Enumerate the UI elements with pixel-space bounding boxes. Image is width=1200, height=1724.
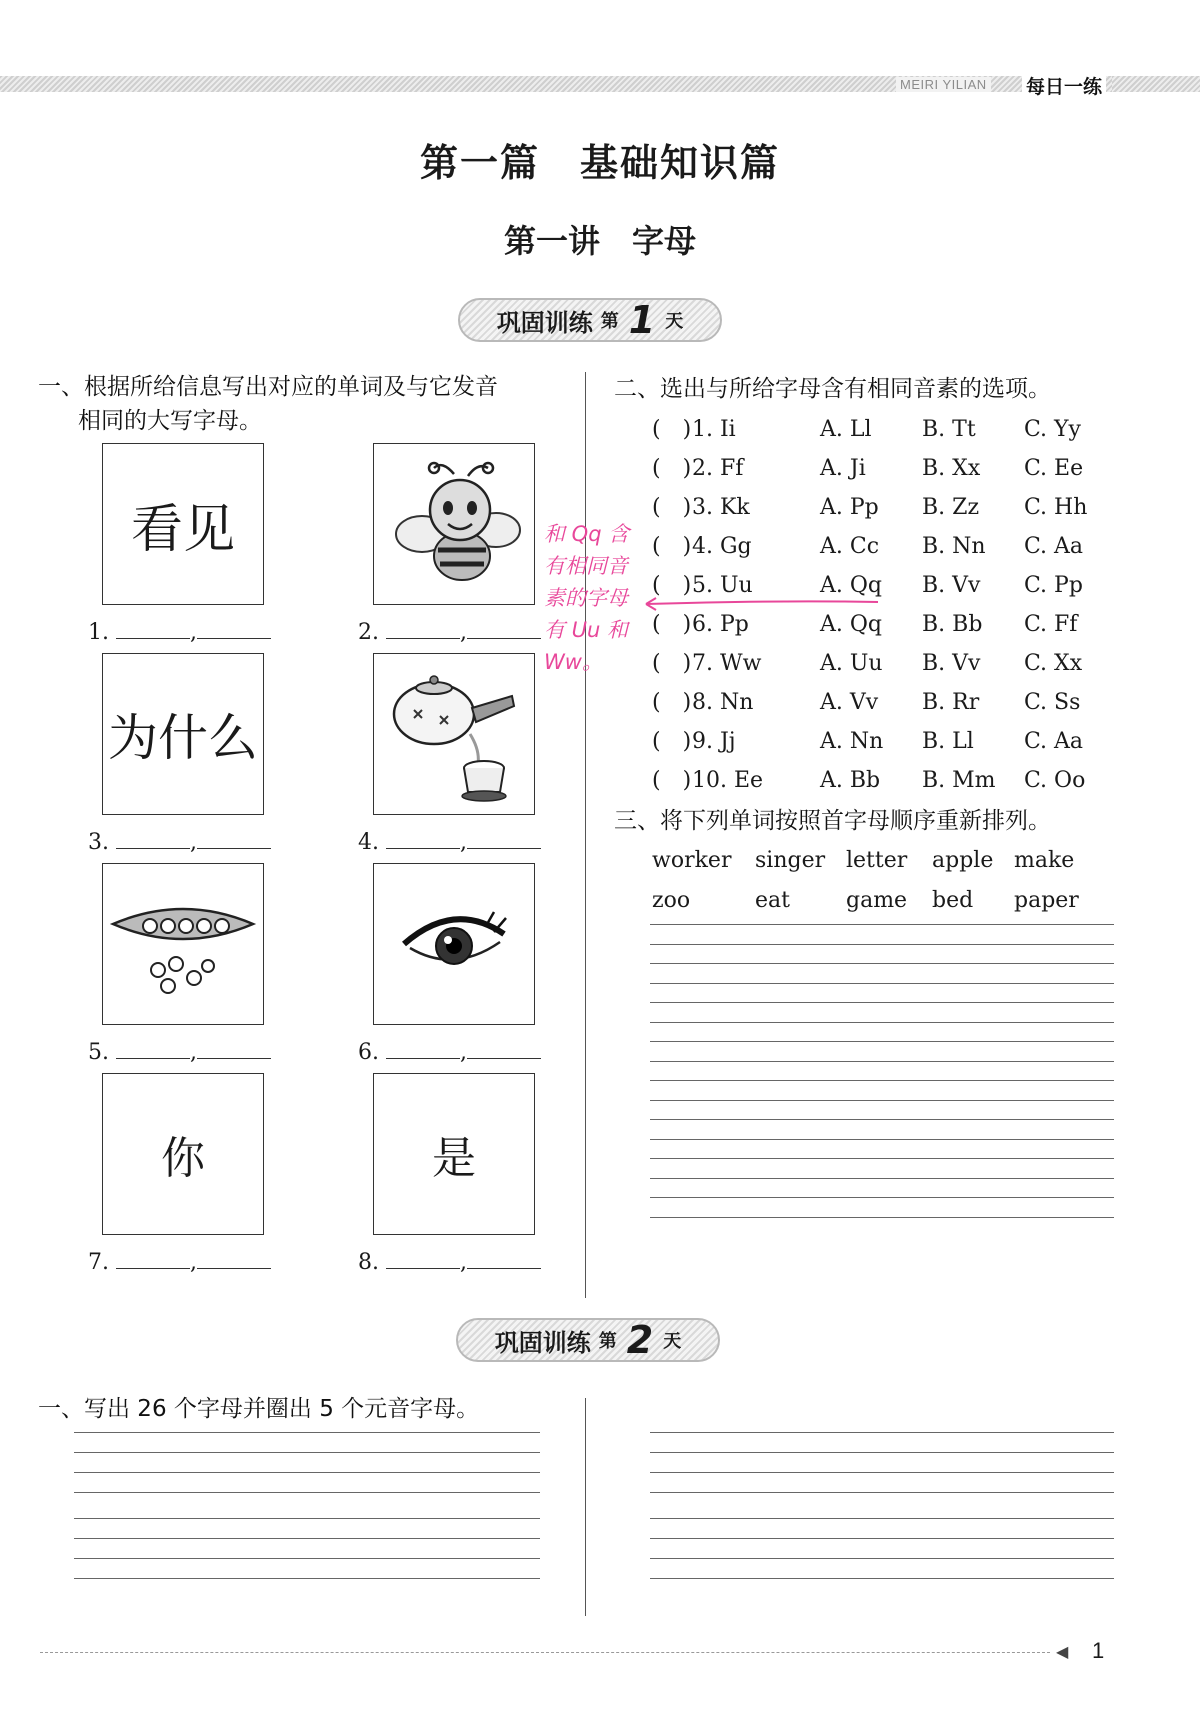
option-b: B. Vv bbox=[922, 573, 981, 598]
word-blank-3[interactable] bbox=[116, 830, 190, 849]
option-c: C. Xx bbox=[1024, 651, 1083, 676]
comma: , bbox=[190, 1040, 197, 1065]
item-number-7: 7. bbox=[88, 1250, 109, 1275]
writing-line[interactable] bbox=[650, 1061, 1114, 1062]
option-b: B. Rr bbox=[922, 690, 980, 715]
writing-line[interactable] bbox=[650, 1558, 1114, 1559]
answer-line-2 bbox=[358, 620, 541, 645]
comma: , bbox=[460, 830, 467, 855]
answer-paren[interactable]: ( ) bbox=[652, 768, 692, 793]
question-letter: 10. Ee bbox=[692, 768, 764, 793]
writing-line[interactable] bbox=[650, 1578, 1114, 1579]
column-divider-bottom bbox=[585, 1398, 586, 1616]
question-letter: 3. Kk bbox=[692, 495, 750, 520]
badge-prefix: 第 bbox=[600, 311, 619, 332]
letter-blank-1[interactable] bbox=[197, 620, 271, 639]
picture-box-3 bbox=[102, 653, 264, 815]
item-number-3: 3. bbox=[88, 830, 109, 855]
writing-line[interactable] bbox=[650, 1452, 1114, 1453]
answer-line-7 bbox=[88, 1250, 271, 1275]
option-a: A. Qq bbox=[820, 612, 882, 637]
answer-line-1 bbox=[88, 620, 271, 645]
word-blank-4[interactable] bbox=[386, 830, 460, 849]
writing-line[interactable] bbox=[650, 1518, 1114, 1519]
question-letter: 2. Ff bbox=[692, 456, 744, 481]
note-line-5: Ww。 bbox=[544, 650, 603, 674]
badge-label: 巩固训练 bbox=[496, 308, 593, 337]
writing-line[interactable] bbox=[650, 1002, 1114, 1003]
question-letter: 5. Uu bbox=[692, 573, 753, 598]
footer-rule bbox=[40, 1652, 1050, 1653]
page-arrow-icon: ◀ bbox=[1056, 1642, 1069, 1661]
option-c: C. Oo bbox=[1024, 768, 1086, 793]
comma: , bbox=[460, 1250, 467, 1275]
comma: , bbox=[460, 1040, 467, 1065]
word: worker bbox=[652, 848, 732, 873]
option-a: A. Pp bbox=[820, 495, 879, 520]
comma: , bbox=[190, 1250, 197, 1275]
teapot-icon bbox=[384, 664, 524, 804]
word-blank-6[interactable] bbox=[386, 1040, 460, 1059]
header-band-right bbox=[1112, 76, 1200, 92]
option-b: B. Zz bbox=[922, 495, 980, 520]
option-b: B. Tt bbox=[922, 417, 976, 442]
section4-title: 一、写出 26 个字母并圈出 5 个元音字母。 bbox=[38, 1396, 480, 1422]
answer-paren[interactable]: ( ) bbox=[652, 729, 692, 754]
letter-blank-4[interactable] bbox=[467, 830, 541, 849]
item-number-2: 2. bbox=[358, 620, 379, 645]
note-line-4: 有 Uu 和 bbox=[544, 618, 629, 642]
letter-blank-7[interactable] bbox=[197, 1250, 271, 1269]
option-a: A. Cc bbox=[820, 534, 880, 559]
peas-icon bbox=[108, 884, 258, 1004]
note-line-3: 素的字母 bbox=[544, 586, 628, 610]
section2-title: 二、选出与所给字母含有相同音素的选项。 bbox=[614, 376, 1051, 402]
letter-blank-5[interactable] bbox=[197, 1040, 271, 1059]
word: paper bbox=[1014, 888, 1079, 913]
option-b: B. Mm bbox=[922, 768, 996, 793]
question-letter: 9. Jj bbox=[692, 729, 736, 754]
badge-day-number: 1 bbox=[628, 298, 656, 342]
badge-day-number: 2 bbox=[626, 1318, 654, 1362]
writing-line[interactable] bbox=[650, 1538, 1114, 1539]
eye-icon bbox=[394, 904, 514, 984]
word: eat bbox=[755, 888, 790, 913]
picture-box-7 bbox=[102, 1073, 264, 1235]
option-a: A. Bb bbox=[820, 768, 881, 793]
picture-box-5 bbox=[102, 863, 264, 1025]
question-letter: 6. Pp bbox=[692, 612, 749, 637]
header-series-cn: 每日一练 bbox=[1022, 72, 1106, 99]
writing-line[interactable] bbox=[74, 1432, 540, 1433]
option-c: C. Ff bbox=[1024, 612, 1078, 637]
word-blank-1[interactable] bbox=[116, 620, 190, 639]
writing-line[interactable] bbox=[650, 1178, 1114, 1179]
writing-line[interactable] bbox=[650, 1100, 1114, 1101]
comma: , bbox=[190, 620, 197, 645]
word: zoo bbox=[652, 888, 691, 913]
question-row bbox=[652, 683, 1112, 722]
answer-line-4 bbox=[358, 830, 541, 855]
answer-line-5 bbox=[88, 1040, 271, 1065]
word: letter bbox=[846, 848, 908, 873]
section3-title: 三、将下列单词按照首字母顺序重新排列。 bbox=[614, 808, 1051, 834]
answer-paren[interactable]: ( ) bbox=[652, 573, 692, 598]
question-row bbox=[652, 722, 1112, 761]
picture-box-1 bbox=[102, 443, 264, 605]
writing-line[interactable] bbox=[650, 1472, 1114, 1473]
section1-title-line1: 一、根据所给信息写出对应的单词及与它发音 bbox=[38, 374, 498, 400]
answer-paren[interactable]: ( ) bbox=[652, 495, 692, 520]
word-blank-7[interactable] bbox=[116, 1250, 190, 1269]
writing-line[interactable] bbox=[650, 1158, 1114, 1159]
letter-blank-2[interactable] bbox=[467, 620, 541, 639]
picture-text-8: 是 bbox=[432, 1133, 476, 1184]
option-b: B. Ll bbox=[922, 729, 974, 754]
question-letter: 1. Ii bbox=[692, 417, 736, 442]
answer-paren[interactable]: ( ) bbox=[652, 651, 692, 676]
answer-paren[interactable]: ( ) bbox=[652, 417, 692, 442]
picture-box-2 bbox=[373, 443, 535, 605]
writing-line[interactable] bbox=[650, 1119, 1114, 1120]
item-number-8: 8. bbox=[358, 1250, 379, 1275]
option-c: C. Yy bbox=[1024, 417, 1081, 442]
badge-suffix: 天 bbox=[663, 1331, 682, 1352]
letter-blank-3[interactable] bbox=[197, 830, 271, 849]
option-b: B. Vv bbox=[922, 651, 981, 676]
writing-line[interactable] bbox=[74, 1492, 540, 1493]
writing-line[interactable] bbox=[650, 924, 1114, 925]
writing-line[interactable] bbox=[74, 1578, 540, 1579]
writing-line[interactable] bbox=[74, 1538, 540, 1539]
item-number-6: 6. bbox=[358, 1040, 379, 1065]
badge-prefix: 第 bbox=[598, 1331, 617, 1352]
option-c: C. Hh bbox=[1024, 495, 1088, 520]
option-c: C. Ss bbox=[1024, 690, 1081, 715]
option-a: A. Qq bbox=[820, 573, 882, 598]
option-c: C. Aa bbox=[1024, 534, 1084, 559]
answer-line-8 bbox=[358, 1250, 541, 1275]
picture-box-6 bbox=[373, 863, 535, 1025]
writing-line[interactable] bbox=[650, 1217, 1114, 1218]
part-title: 第一篇 基础知识篇 bbox=[419, 140, 780, 185]
question-row bbox=[652, 761, 1112, 800]
writing-line[interactable] bbox=[650, 1080, 1114, 1081]
section1-title-line2: 相同的大写字母。 bbox=[78, 408, 262, 434]
word-blank-5[interactable] bbox=[116, 1040, 190, 1059]
note-line-2: 有相同音 bbox=[544, 554, 628, 578]
note-arrow bbox=[640, 594, 880, 614]
option-c: C. Ee bbox=[1024, 456, 1084, 481]
writing-line[interactable] bbox=[74, 1472, 540, 1473]
letter-blank-8[interactable] bbox=[467, 1250, 541, 1269]
writing-line[interactable] bbox=[650, 1139, 1114, 1140]
option-b: B. Nn bbox=[922, 534, 986, 559]
picture-box-4 bbox=[373, 653, 535, 815]
option-b: B. Xx bbox=[922, 456, 981, 481]
option-a: A. Vv bbox=[820, 690, 879, 715]
option-b: B. Bb bbox=[922, 612, 983, 637]
badge-suffix: 天 bbox=[665, 311, 684, 332]
word-blank-8[interactable] bbox=[386, 1250, 460, 1269]
question-row bbox=[652, 449, 1112, 488]
option-a: A. Nn bbox=[820, 729, 884, 754]
picture-text-1: 看见 bbox=[130, 499, 235, 560]
picture-text-3: 为什么 bbox=[108, 709, 258, 767]
answer-line-6 bbox=[358, 1040, 541, 1065]
badge-label: 巩固训练 bbox=[494, 1328, 591, 1357]
question-letter: 8. Nn bbox=[692, 690, 754, 715]
writing-line[interactable] bbox=[650, 1197, 1114, 1198]
writing-line[interactable] bbox=[650, 963, 1114, 964]
page-number: 1 bbox=[1092, 1638, 1105, 1663]
answer-paren[interactable]: ( ) bbox=[652, 690, 692, 715]
option-c: C. Pp bbox=[1024, 573, 1083, 598]
option-a: A. Ll bbox=[820, 417, 872, 442]
question-row bbox=[652, 644, 1112, 683]
word-blank-2[interactable] bbox=[386, 620, 460, 639]
question-letter: 4. Gg bbox=[692, 534, 752, 559]
word: singer bbox=[755, 848, 826, 873]
item-number-4: 4. bbox=[358, 830, 379, 855]
question-row bbox=[652, 410, 1112, 449]
note-line-1: 和 Qq 含 bbox=[544, 522, 630, 546]
picture-text-7: 你 bbox=[161, 1133, 205, 1184]
option-a: A. Uu bbox=[820, 651, 883, 676]
lecture-title: 第一讲 字母 bbox=[503, 222, 696, 260]
question-row bbox=[652, 488, 1112, 527]
answer-line-3 bbox=[88, 830, 271, 855]
word-row-2 bbox=[652, 888, 1112, 918]
answer-paren[interactable]: ( ) bbox=[652, 456, 692, 481]
writing-line[interactable] bbox=[74, 1518, 540, 1519]
writing-line[interactable] bbox=[650, 1041, 1114, 1042]
question-letter: 7. Ww bbox=[692, 651, 762, 676]
comma: , bbox=[190, 830, 197, 855]
letter-blank-6[interactable] bbox=[467, 1040, 541, 1059]
training-badge-day2 bbox=[456, 1318, 720, 1362]
word-row-1 bbox=[652, 848, 1112, 878]
column-divider bbox=[585, 372, 586, 1298]
bee-icon bbox=[384, 454, 524, 594]
writing-line[interactable] bbox=[650, 944, 1114, 945]
option-a: A. Ji bbox=[820, 456, 866, 481]
word: make bbox=[1014, 848, 1075, 873]
word: apple bbox=[932, 848, 994, 873]
writing-line[interactable] bbox=[74, 1558, 540, 1559]
word: game bbox=[846, 888, 908, 913]
option-c: C. Aa bbox=[1024, 729, 1084, 754]
answer-paren[interactable]: ( ) bbox=[652, 534, 692, 559]
answer-paren[interactable]: ( ) bbox=[652, 612, 692, 637]
writing-line[interactable] bbox=[650, 983, 1114, 984]
writing-line[interactable] bbox=[650, 1492, 1114, 1493]
header-series-en: MEIRI YILIAN bbox=[896, 77, 991, 92]
question-row bbox=[652, 527, 1112, 566]
writing-line[interactable] bbox=[74, 1452, 540, 1453]
item-number-1: 1. bbox=[88, 620, 109, 645]
item-number-5: 5. bbox=[88, 1040, 109, 1065]
handwritten-note bbox=[544, 518, 629, 678]
word: bed bbox=[932, 888, 974, 913]
picture-box-8 bbox=[373, 1073, 535, 1235]
comma: , bbox=[460, 620, 467, 645]
training-badge-day1 bbox=[458, 298, 722, 342]
writing-line[interactable] bbox=[650, 1432, 1114, 1433]
writing-line[interactable] bbox=[650, 1022, 1114, 1023]
